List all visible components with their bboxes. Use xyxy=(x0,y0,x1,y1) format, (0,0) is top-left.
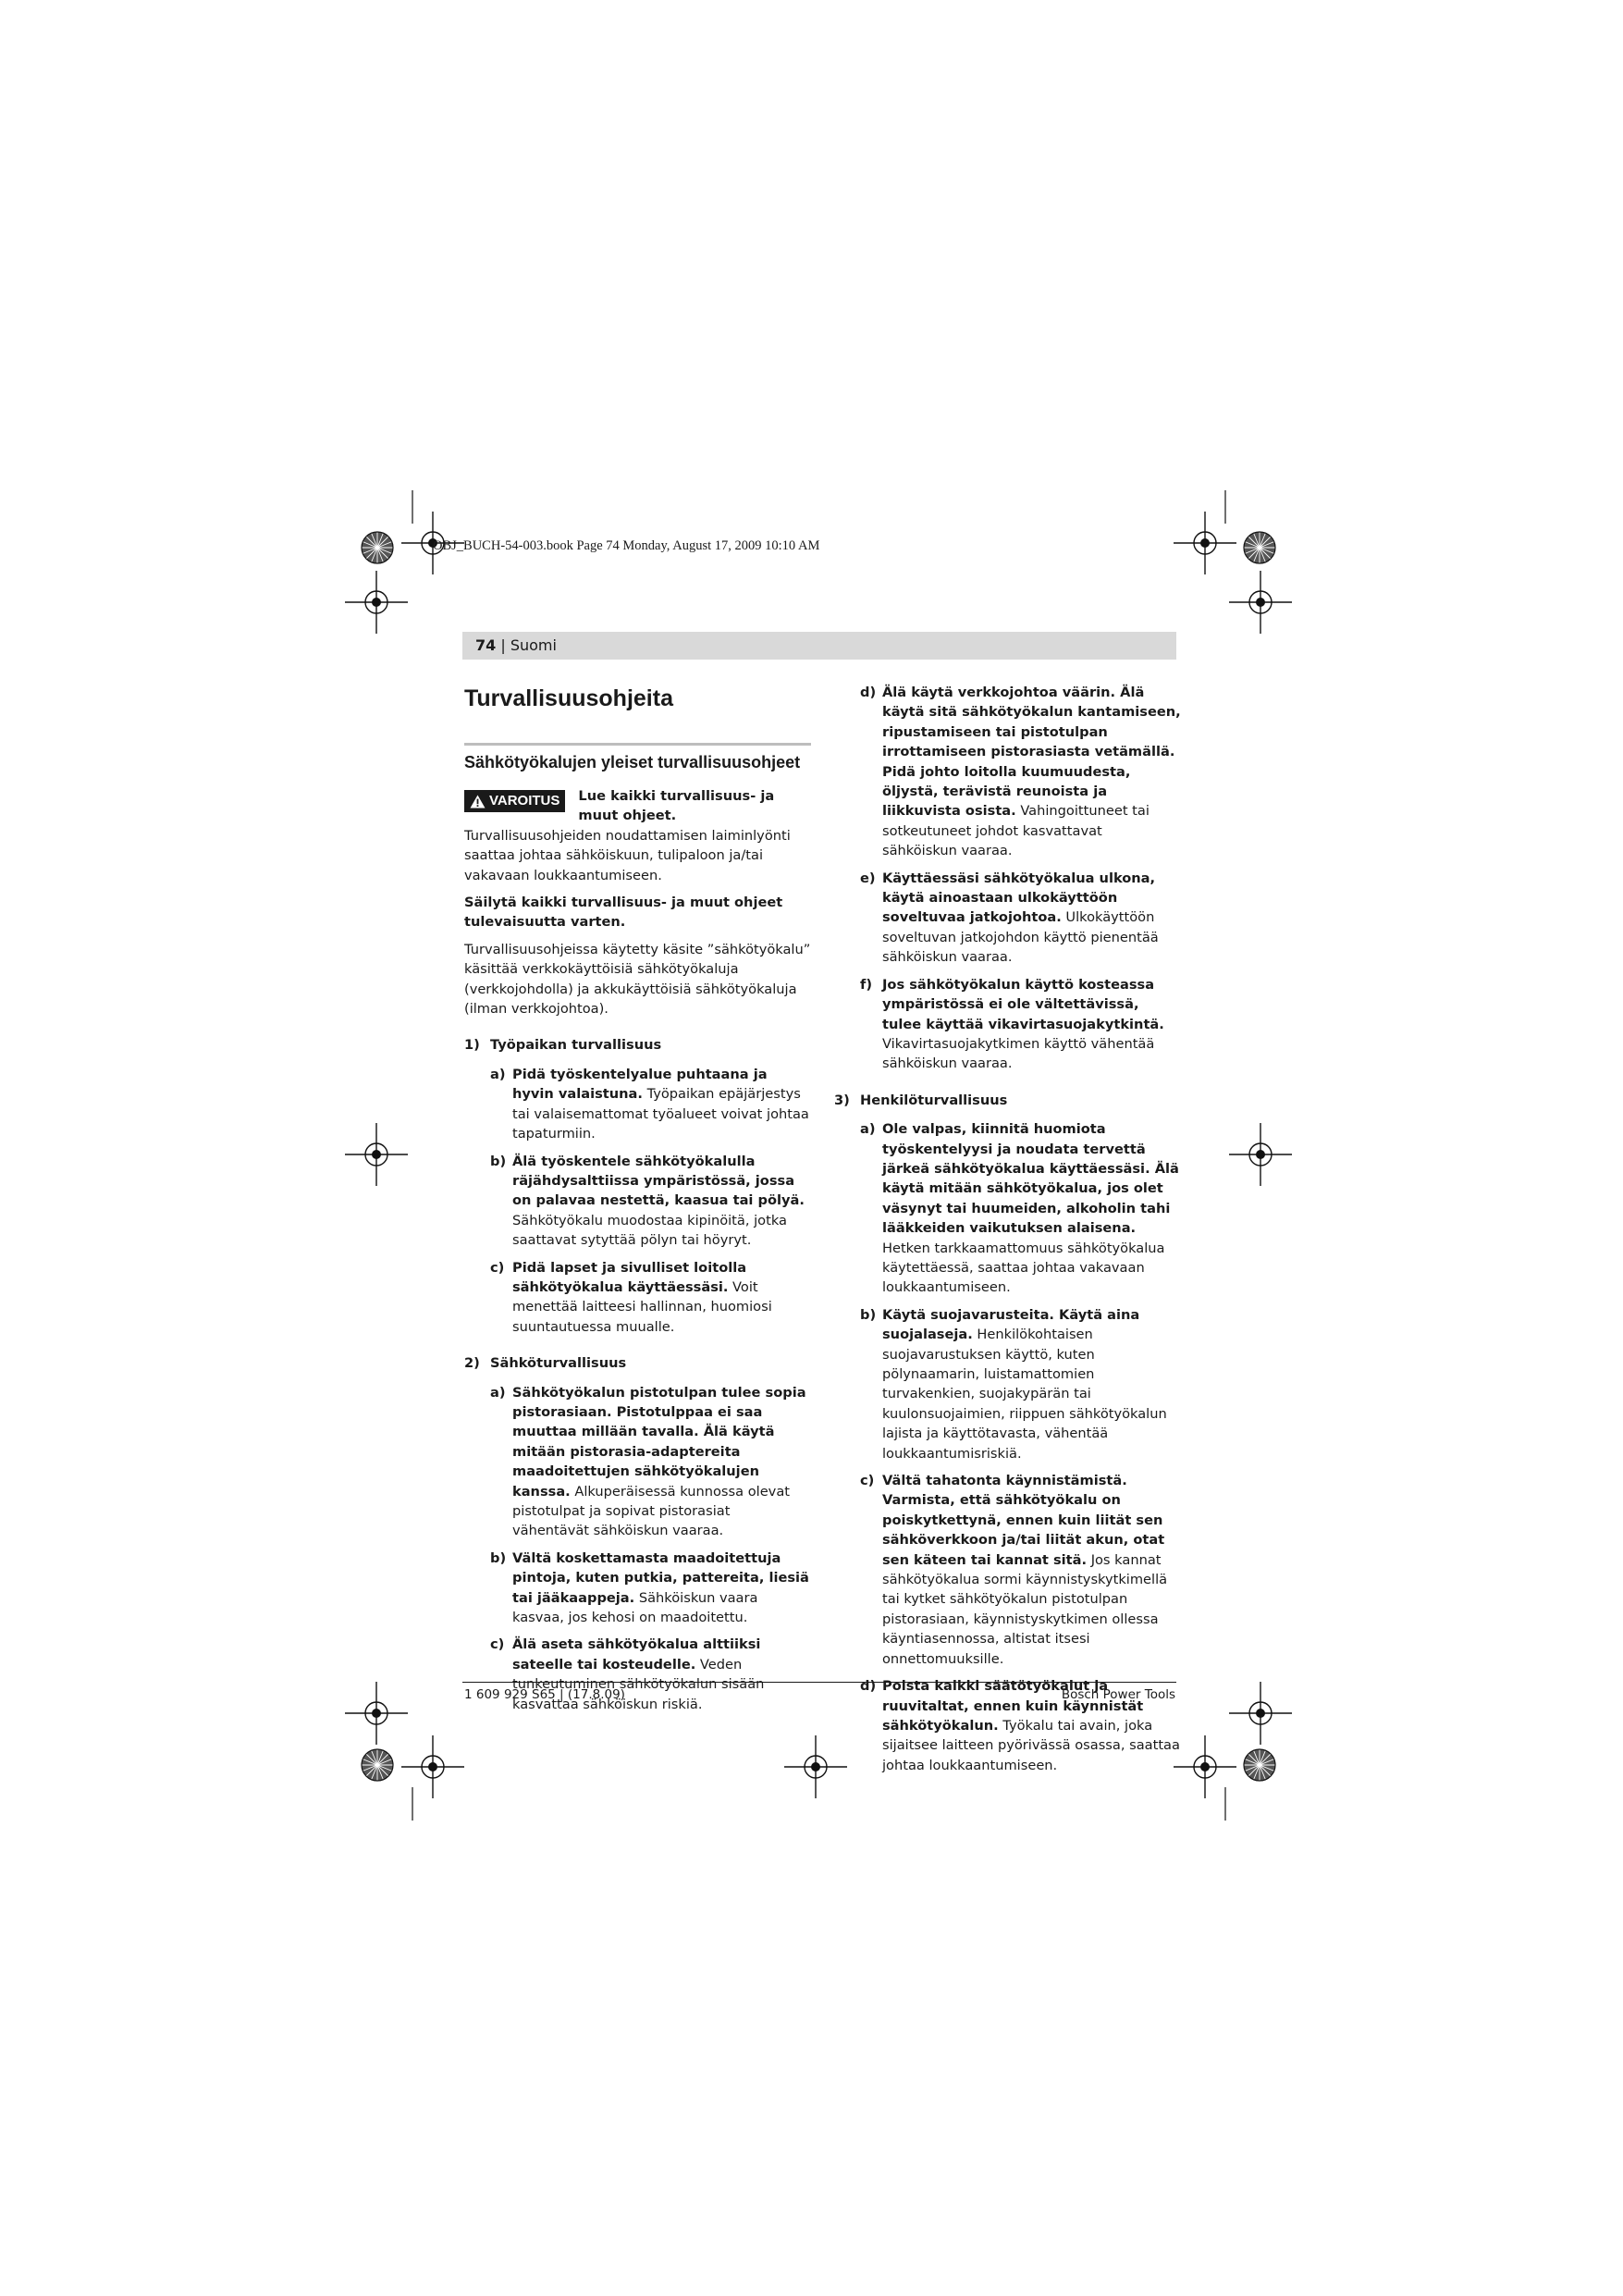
item-letter: a) xyxy=(860,1121,876,1138)
footer-divider xyxy=(462,1682,1176,1683)
section-2-heading xyxy=(464,1353,811,1373)
item-text: Vältä tahatonta käynnistämistä. Varmista, että sähkötyökalu on poiskytkettynä, ennen kuin liität sen sähköverkkoon ja/tai liität akun, otat sen käteen tai kannat sitä. Jos kannat sähkötyökalua sormi käynnistyskytkimellä tai kytket sähkötyökalun pistotulpan pistorasiaan, käynnistyskytkimen ollessa käyntiasennossa, altistat itsesi onnettomuuksille. xyxy=(882,1473,1168,1667)
item-letter: e) xyxy=(860,870,876,886)
item-text: Sähkötyökalun pistotulpan tulee sopia pistorasiaan. Pistotulppaa ei saa muuttaa millään tavalla. Älä käytä mitään pistorasia-adaptereita maadoitettujen sähkötyökalujen kanssa. Alkuperäisessä kunnossa olevat pistotulpat ja sopivat pistorasiat vähentävät sähköiskun vaaraa. xyxy=(512,1384,806,1539)
file-info: OBJ_BUCH-54-003.book Page 74 Monday, August 17, 2009 10:10 AM xyxy=(433,538,820,553)
right-column xyxy=(834,683,1181,1783)
item-letter: b) xyxy=(860,1306,877,1323)
section-heading-text: Henkilöturvallisuus xyxy=(860,1092,1008,1108)
item-text: Vältä koskettamasta maadoitettuja pintoja, kuten putkia, pattereita, liesiä tai jääkaappeja. Sähköiskun vaara kasvaa, jos kehosi on maadoitettu. xyxy=(512,1549,809,1626)
list-item xyxy=(464,1635,811,1714)
list-item xyxy=(834,1471,1181,1669)
item-letter: f) xyxy=(860,976,873,993)
section-title: Sähkötyökalujen yleiset turvallisuusohjeet xyxy=(464,753,801,772)
intro-bold: Lue kaikki turvallisuus- ja muut ohjeet. xyxy=(578,788,775,824)
item-letter: d) xyxy=(860,1678,877,1695)
list-item xyxy=(834,975,1181,1074)
section-3-heading xyxy=(834,1091,1181,1110)
intro-text: Turvallisuusohjeiden noudattamisen laiminlyönti saattaa johtaa sähköiskuun, tulipaloon ja/tai vakavaan loukkaantumiseen. xyxy=(464,827,791,883)
warning-triangle-icon xyxy=(470,795,486,809)
item-text: Jos sähkötyökalun käyttö kosteassa ympäristössä ei ole vältettävissä, tulee käyttää vikavirtasuojakytkintä. Vikavirtasuojakytkimen käyttö vähentää sähköiskun vaaraa. xyxy=(882,976,1164,1072)
item-text: Pidä lapset ja sivulliset loitolla sähkötyökalua käyttäessäsi. Voit menettää laitteesi hallinnan, huomiosi suuntautuessa muualle. xyxy=(512,1259,772,1335)
item-letter: c) xyxy=(490,1636,505,1653)
list-item xyxy=(834,869,1181,968)
section-divider xyxy=(464,743,811,746)
warning-badge xyxy=(464,790,565,812)
section-number: 1) xyxy=(464,1037,480,1054)
item-text: Älä aseta sähkötyökalua alttiiksi sateelle tai kosteudelle. Veden tunkeutuminen sähkötyökalun sisään kasvattaa sähköiskun riskiä. xyxy=(512,1636,765,1712)
item-letter: a) xyxy=(490,1384,506,1401)
warning-label: VAROITUS xyxy=(489,793,560,809)
section-number: 2) xyxy=(464,1355,480,1372)
section-number: 3) xyxy=(834,1092,850,1108)
item-letter: c) xyxy=(490,1259,505,1276)
keep-note-bold: Säilytä kaikki turvallisuus- ja muut ohjeet tulevaisuutta varten. xyxy=(464,895,783,931)
footer-doc-number: 1 609 929 S65 | (17.8.09) xyxy=(464,1687,625,1702)
header-language: Suomi xyxy=(510,636,557,654)
list-item xyxy=(834,683,1181,861)
item-text: Käyttäessäsi sähkötyökalua ulkona, käytä ainoastaan ulkokäyttöön soveltuvaa jatkojohtoa. Ulkokäyttöön soveltuvan jatkojohdon käyttö pienentää sähköiskun vaaraa. xyxy=(882,870,1159,966)
list-item xyxy=(834,1119,1181,1298)
item-letter: b) xyxy=(490,1153,507,1169)
header-separator: | xyxy=(500,636,506,654)
section-heading-text: Sähköturvallisuus xyxy=(490,1355,627,1372)
intro-paragraph xyxy=(464,786,811,885)
section-1-heading xyxy=(464,1035,811,1055)
list-item xyxy=(464,1383,811,1541)
footer-brand: Bosch Power Tools xyxy=(1061,1687,1175,1702)
page-header xyxy=(462,632,1176,660)
list-item xyxy=(834,1305,1181,1463)
item-letter: a) xyxy=(490,1066,506,1082)
definition-paragraph: Turvallisuusohjeissa käytetty käsite ”sähkötyökalu” käsittää verkkokäyttöisiä sähkötyökaluja (verkkojohdolla) ja akkukäyttöisiä sähkötyökaluja (ilman verkkojohtoa). xyxy=(464,941,811,1018)
item-letter: b) xyxy=(490,1549,507,1566)
list-item xyxy=(464,1065,811,1144)
item-letter: d) xyxy=(860,685,877,700)
item-text: Pidä työskentelyalue puhtaana ja hyvin valaistuna. Työpaikan epäjärjestys tai valaisemattomat työalueet voivat johtaa tapaturmiin. xyxy=(512,1066,809,1142)
left-column xyxy=(464,683,811,1722)
item-text: Käytä suojavarusteita. Käytä aina suojalaseja. Henkilökohtaisen suojavarustuksen käyttö, kuten pölynaamarin, luistamattomien turvakenkien, suojakypärän tai kuulonsuojaimien, riippuen sähkötyökalun lajista ja käyttötavasta, vähentää loukkaantumisriskiä. xyxy=(882,1306,1167,1462)
section-heading-text: Työpaikan turvallisuus xyxy=(490,1037,662,1054)
list-item xyxy=(464,1549,811,1628)
page-number: 74 xyxy=(475,636,497,654)
page-title: Turvallisuusohjeita xyxy=(464,685,673,711)
item-text: Ole valpas, kiinnitä huomiota työskentelyysi ja noudata tervettä järkeä sähkötyökalua käyttäessäsi. Älä käytä mitään sähkötyökalua, jos olet väsynyt tai huumeiden, alkoholin tahi lääkkeiden vaikutuksen alaisena. Hetken tarkkaamattomuus sähkötyökalua käytettäessä, saattaa johtaa vakavaan loukkaantumiseen. xyxy=(882,1121,1179,1296)
list-item xyxy=(464,1258,811,1338)
item-text: Älä työskentele sähkötyökalulla räjähdysalttiissa ympäristössä, jossa on palavaa nestettä, kaasua tai pölyä. Sähkötyökalu muodostaa kipinöitä, jotka saattavat sytyttää pölyn tai höyryt. xyxy=(512,1153,805,1249)
item-text: Poista kaikki säätötyökalut ja ruuvitaltat, ennen kuin käynnistät sähkötyökalun. Työkalu tai avain, joka sijaitsee laitteen pyörivässä osassa, saattaa johtaa loukkaantumiseen. xyxy=(882,1678,1180,1773)
item-letter: c) xyxy=(860,1473,875,1489)
list-item xyxy=(464,1152,811,1251)
keep-note xyxy=(464,893,811,932)
item-text: Älä käytä verkkojohtoa väärin. Älä käytä sitä sähkötyökalun kantamiseen, ripustamiseen tai pistotulpan irrottamiseen pistorasiasta vetämällä. Pidä johto loitolla kuumuudesta, öljystä, terävistä reunoista ja liikkuvista osista. Vahingoittuneet tai sotkeutuneet johdot kasvattavat sähköiskun vaaraa. xyxy=(882,685,1181,859)
